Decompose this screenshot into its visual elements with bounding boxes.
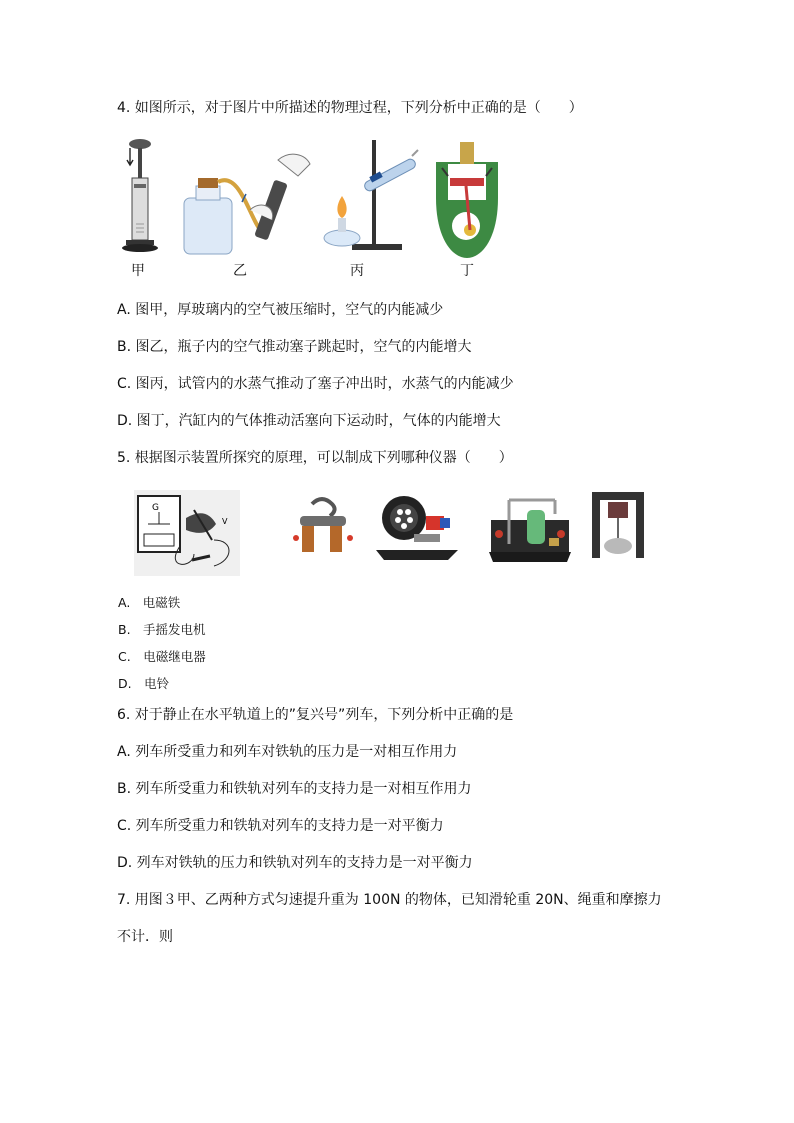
q6-option-b: B. 列车所受重力和铁轨对列车的支持力是一对相互作用力 [117,781,472,797]
q6-option-c: C. 列车所受重力和铁轨对列车的支持力是一对平衡力 [117,818,444,834]
figure-relay [487,490,573,564]
q4-option-d: D. 图丁，汽缸内的气体推动活塞向下运动时，气体的内能增大 [117,413,501,429]
q5-option-c: C. 电磁继电器 [118,649,206,664]
figure-air-compression [120,138,160,256]
q6-option-a: A. 列车所受重力和列车对铁轨的压力是一对相互作用力 [117,744,458,760]
q4-stem: 4. 如图所示，对于图片中所描述的物理过程，下列分析中正确的是（ ） [117,100,583,116]
figure-bottle-pump [180,140,320,260]
svg-text:G: G [152,503,159,513]
figure-test-tube-heating [312,138,422,258]
q5-option-a: A. 电磁铁 [118,595,181,610]
q6-option-d: D. 列车对铁轨的压力和铁轨对列车的支持力是一对平衡力 [117,855,473,871]
figure-induction-circuit [134,490,240,576]
label-bing: 丙 [350,263,364,279]
q4-option-a: A. 图甲，厚玻璃内的空气被压缩时，空气的内能减少 [117,302,444,318]
figure-hand-crank-generator [374,490,460,562]
q6-stem: 6. 对于静止在水平轨道上的”复兴号”列车，下列分析中正确的是 [117,707,514,723]
svg-text:V: V [222,517,228,526]
label-jia: 甲 [131,263,145,279]
q4-option-c: C. 图丙，试管内的水蒸气推动了塞子冲出时，水蒸气的内能减少 [117,376,514,392]
label-ding: 丁 [460,263,474,279]
q5-option-b: B. 手摇发电机 [118,622,206,637]
figure-engine-cylinder [432,138,502,260]
q5-stem: 5. 根据图示装置所探究的原理，可以制成下列哪种仪器（ ） [117,450,513,466]
figure-electromagnet [290,494,356,562]
q7-stem-line2: 不计．则 [117,929,173,945]
q5-option-d: D. 电铃 [118,676,170,691]
q4-option-b: B. 图乙，瓶子内的空气推动塞子跳起时，空气的内能增大 [117,339,472,355]
q7-stem-line1: 7. 用图３甲、乙两种方式匀速提升重为 100N 的物体，已知滑轮重 20N、绳重和摩擦力 [117,892,662,908]
label-yi: 乙 [233,263,247,279]
figure-electric-bell [590,488,646,562]
